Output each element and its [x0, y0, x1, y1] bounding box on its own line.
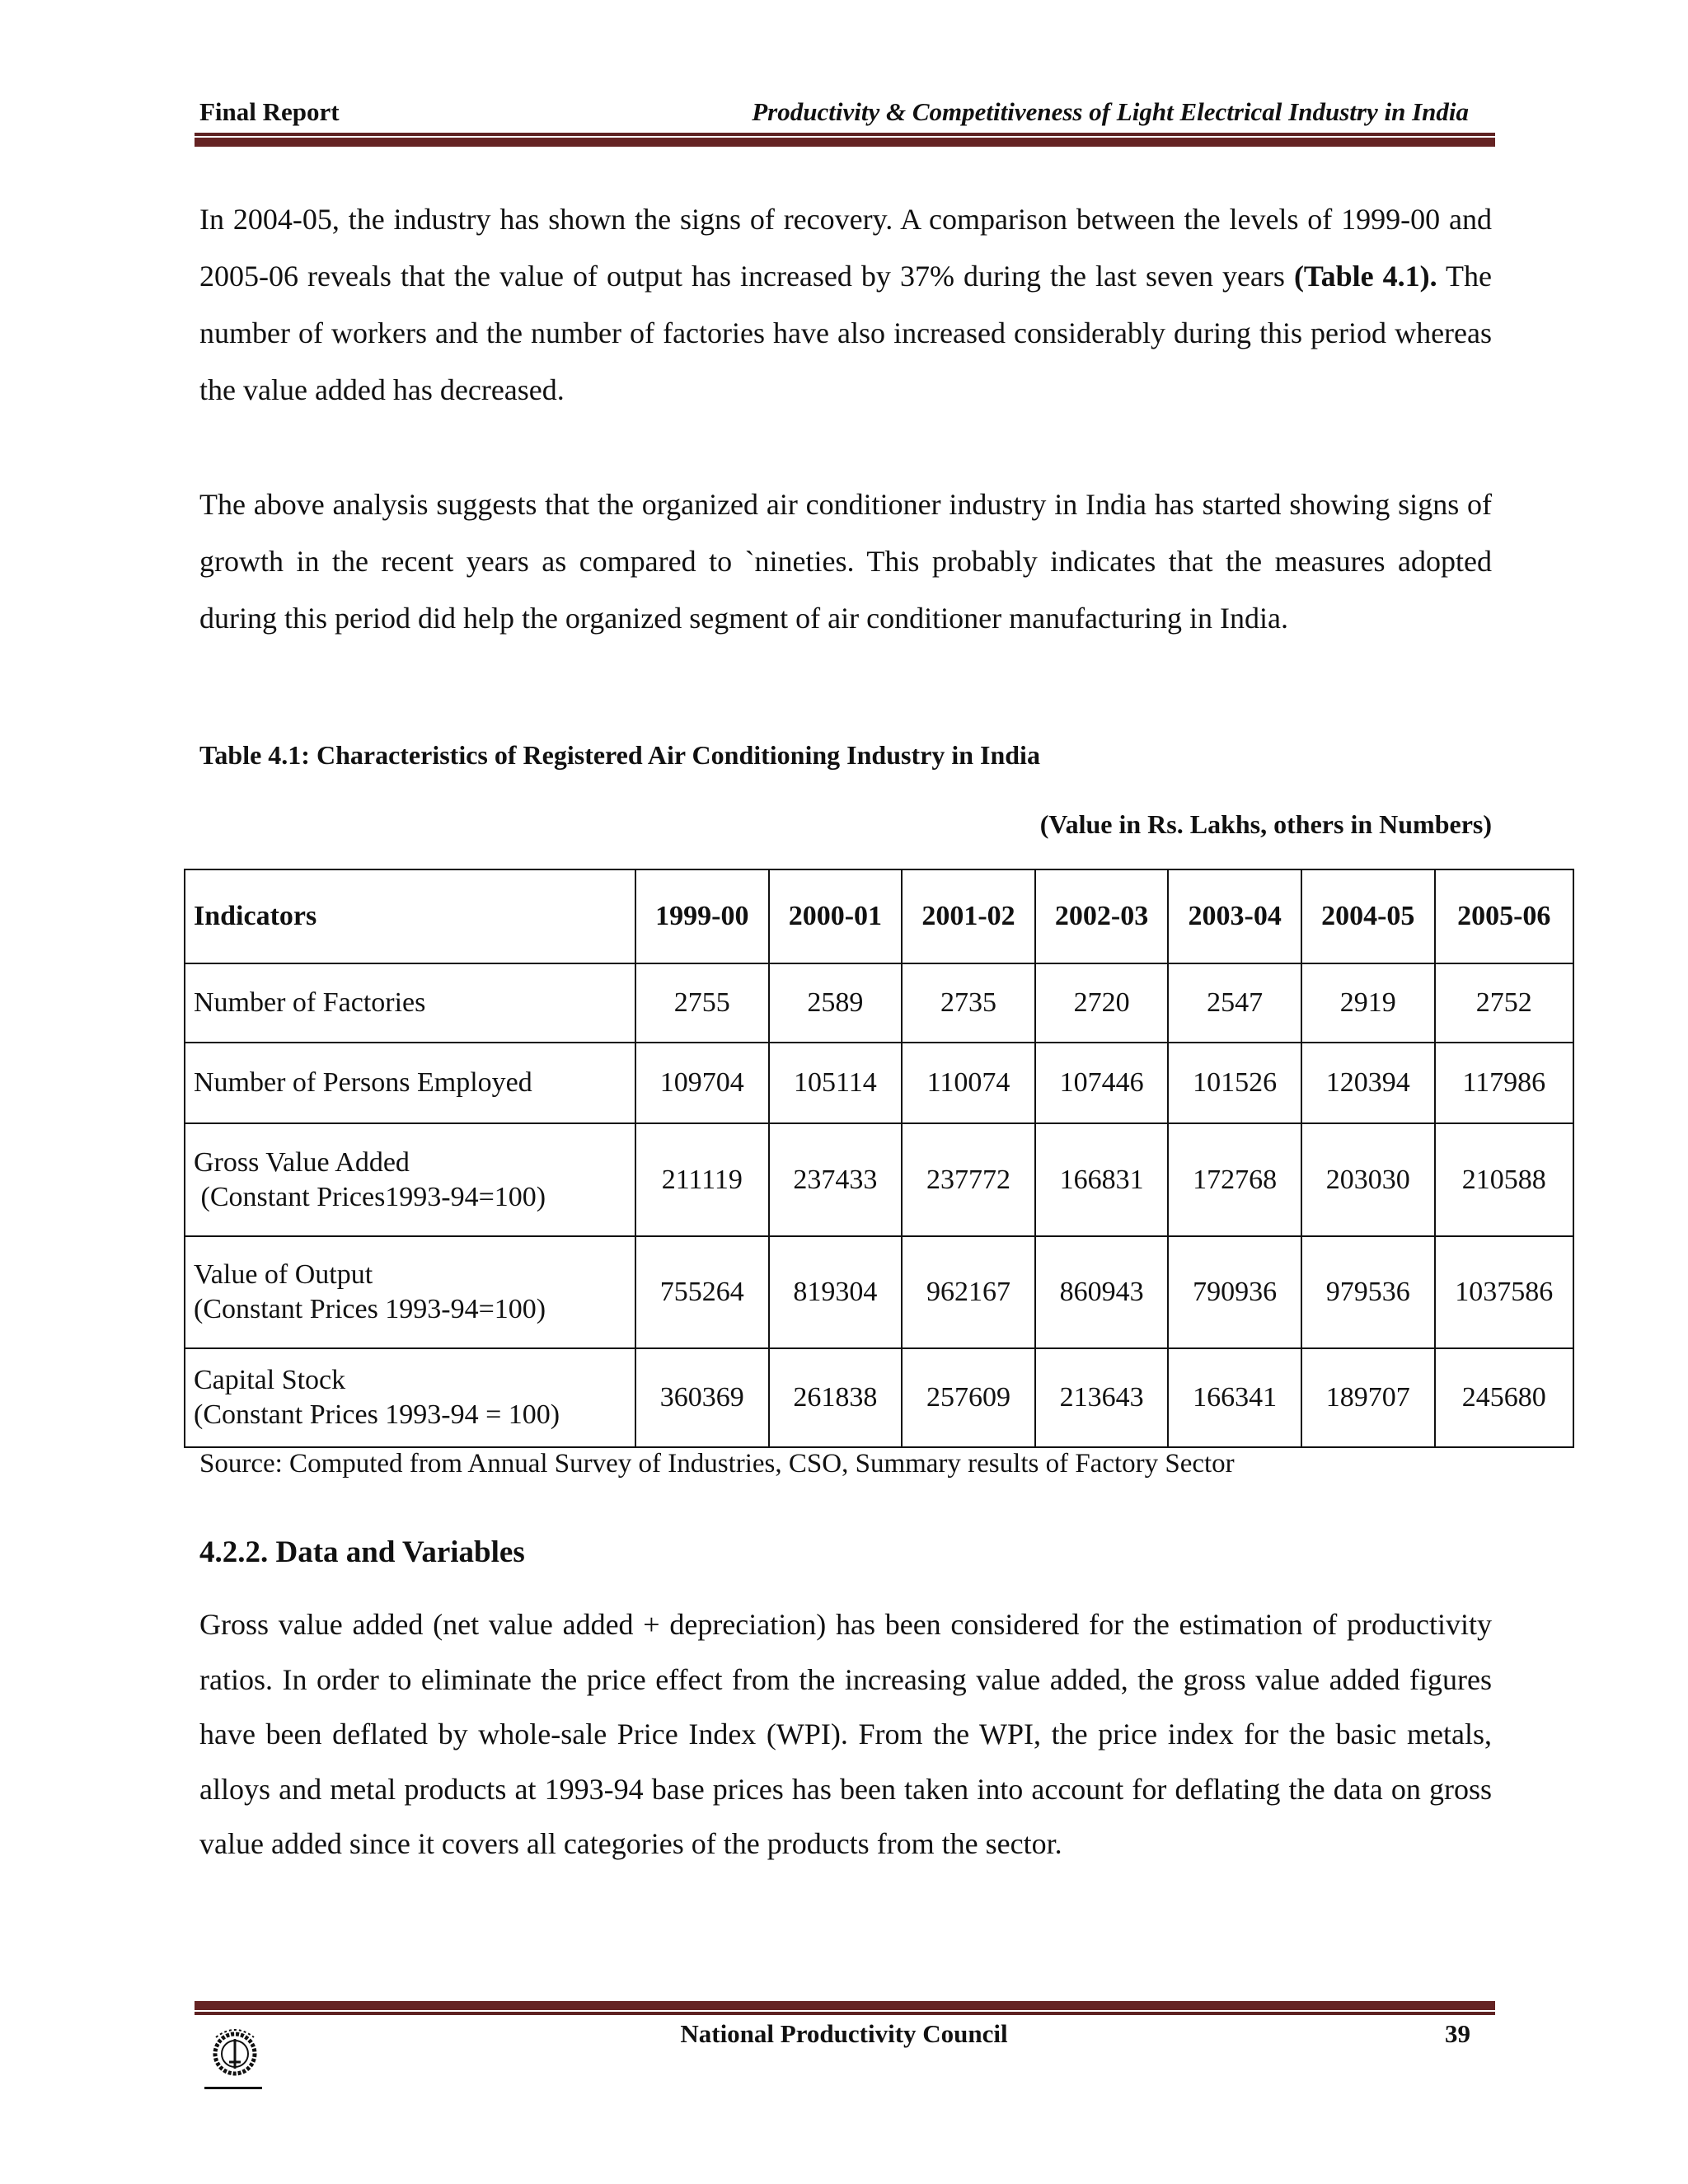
table-cell: 860943: [1035, 1236, 1169, 1348]
table-row: [185, 1236, 1573, 1348]
footer-rule-thick: [195, 2001, 1495, 2010]
row-label: [185, 1123, 635, 1236]
table-cell: 237433: [769, 1123, 903, 1236]
table-cell: 105114: [769, 1043, 903, 1123]
indicator-unit: (Constant Prices 1993-94=100): [194, 1294, 546, 1324]
indicator-name: Number of Factories: [194, 987, 426, 1018]
header-right-title: Productivity & Competitiveness of Light Electrical Industry in India: [752, 97, 1469, 126]
table-cell: 213643: [1035, 1348, 1169, 1447]
table-cell: 172768: [1168, 1123, 1301, 1236]
column-header: 2004-05: [1301, 869, 1435, 963]
column-header: 2000-01: [769, 869, 903, 963]
table-header-row: [185, 869, 1573, 963]
characteristics-table: [184, 869, 1574, 1448]
table-cell: 360369: [635, 1348, 769, 1447]
indicator-name: Capital Stock: [194, 1365, 346, 1395]
table-cell: 166341: [1168, 1348, 1301, 1447]
table-cell: 962167: [902, 1236, 1035, 1348]
table-cell: 109704: [635, 1043, 769, 1123]
table-cell: 2755: [635, 963, 769, 1043]
column-header: 2002-03: [1035, 869, 1169, 963]
footer-organization: National Productivity Council: [680, 2019, 1008, 2048]
table-reference: (Table 4.1).: [1293, 260, 1437, 293]
table-row: [185, 963, 1573, 1043]
paragraph-1-text: In 2004-05, the industry has shown the signs of recovery. A comparison between the levels of 1999-00 and 2005-06 reveals that the value of output has increased by 37% during the last seven years: [199, 203, 1492, 293]
indicator-name: Number of Persons Employed: [194, 1067, 532, 1098]
table-cell: 1037586: [1435, 1236, 1573, 1348]
table-cell: 166831: [1035, 1123, 1169, 1236]
indicator-name: Gross Value Added: [194, 1146, 410, 1178]
column-header: 2005-06: [1435, 869, 1573, 963]
indicator-unit: (Constant Prices1993-94=100): [194, 1181, 546, 1212]
footer-rule-thin: [195, 2012, 1495, 2015]
table-cell: 189707: [1301, 1348, 1435, 1447]
paragraph-1: [199, 191, 1492, 419]
table-row: [185, 1348, 1573, 1447]
table-cell: 237772: [902, 1123, 1035, 1236]
table-cell: 979536: [1301, 1236, 1435, 1348]
header-left-title: Final Report: [199, 97, 340, 126]
table-cell: 261838: [769, 1348, 903, 1447]
table-cell: 107446: [1035, 1043, 1169, 1123]
table-cell: 210588: [1435, 1123, 1573, 1236]
table-source-note: Source: Computed from Annual Survey of Industries, CSO, Summary results of Factory Sector: [199, 1449, 1235, 1479]
table-cell: 120394: [1301, 1043, 1435, 1123]
indicator-unit: (Constant Prices 1993-94 = 100): [194, 1399, 560, 1430]
page-number: 39: [1445, 2019, 1470, 2048]
table-cell: 110074: [902, 1043, 1035, 1123]
table-cell: 755264: [635, 1236, 769, 1348]
table-cell: 101526: [1168, 1043, 1301, 1123]
table-cell: 2547: [1168, 963, 1301, 1043]
row-label: [185, 963, 635, 1043]
table-cell: 2919: [1301, 963, 1435, 1043]
table-cell: 203030: [1301, 1123, 1435, 1236]
table-cell: 117986: [1435, 1043, 1573, 1123]
table-caption: Table 4.1: Characteristics of Registered Air Conditioning Industry in India: [199, 740, 1040, 770]
table-cell: 2589: [769, 963, 903, 1043]
row-label: [185, 1348, 635, 1447]
paragraph-1-text-end: The number of workers and the number of factories have also increased considerably during this period whereas the value added has decreased.: [199, 260, 1492, 406]
row-label: [185, 1236, 635, 1348]
table-cell: 790936: [1168, 1236, 1301, 1348]
table-cell: 257609: [902, 1348, 1035, 1447]
table-units-note: (Value in Rs. Lakhs, others in Numbers): [1039, 809, 1492, 839]
row-label: [185, 1043, 635, 1123]
column-header: 2003-04: [1168, 869, 1301, 963]
indicator-name: Value of Output: [194, 1259, 373, 1290]
table-cell: 2735: [902, 963, 1035, 1043]
header-rule-thick: [195, 138, 1495, 147]
table-row: [185, 1043, 1573, 1123]
column-header: Indicators: [185, 869, 635, 963]
table-cell: 819304: [769, 1236, 903, 1348]
section-heading: 4.2.2. Data and Variables: [199, 1535, 525, 1569]
table-cell: 2720: [1035, 963, 1169, 1043]
section-paragraph: Gross value added (net value added + depreciation) has been considered for the estimation of productivity ratios. In order to eliminate the price effect from the increasing value added, the gross value added figures have been deflated by whole-sale Price Index (WPI). From the WPI, the price index for the basic metals, alloys and metal products at 1993-94 base prices has been taken into account for deflating the data on gross value added since it covers all categories of the products from the sector.: [199, 1608, 1492, 1860]
paragraph-2: The above analysis suggests that the organized air conditioner industry in India has started showing signs of growth in the recent years as compared to `nineties. This probably indicates that the measures adopted during this period did help the organized segment of air conditioner manufacturing in India.: [199, 488, 1492, 635]
header-rule-thin: [195, 133, 1495, 136]
table-cell: 2752: [1435, 963, 1573, 1043]
column-header: 2001-02: [902, 869, 1035, 963]
column-header: 1999-00: [635, 869, 769, 963]
table-cell: 211119: [635, 1123, 769, 1236]
table-row: [185, 1123, 1573, 1236]
table-cell: 245680: [1435, 1348, 1573, 1447]
